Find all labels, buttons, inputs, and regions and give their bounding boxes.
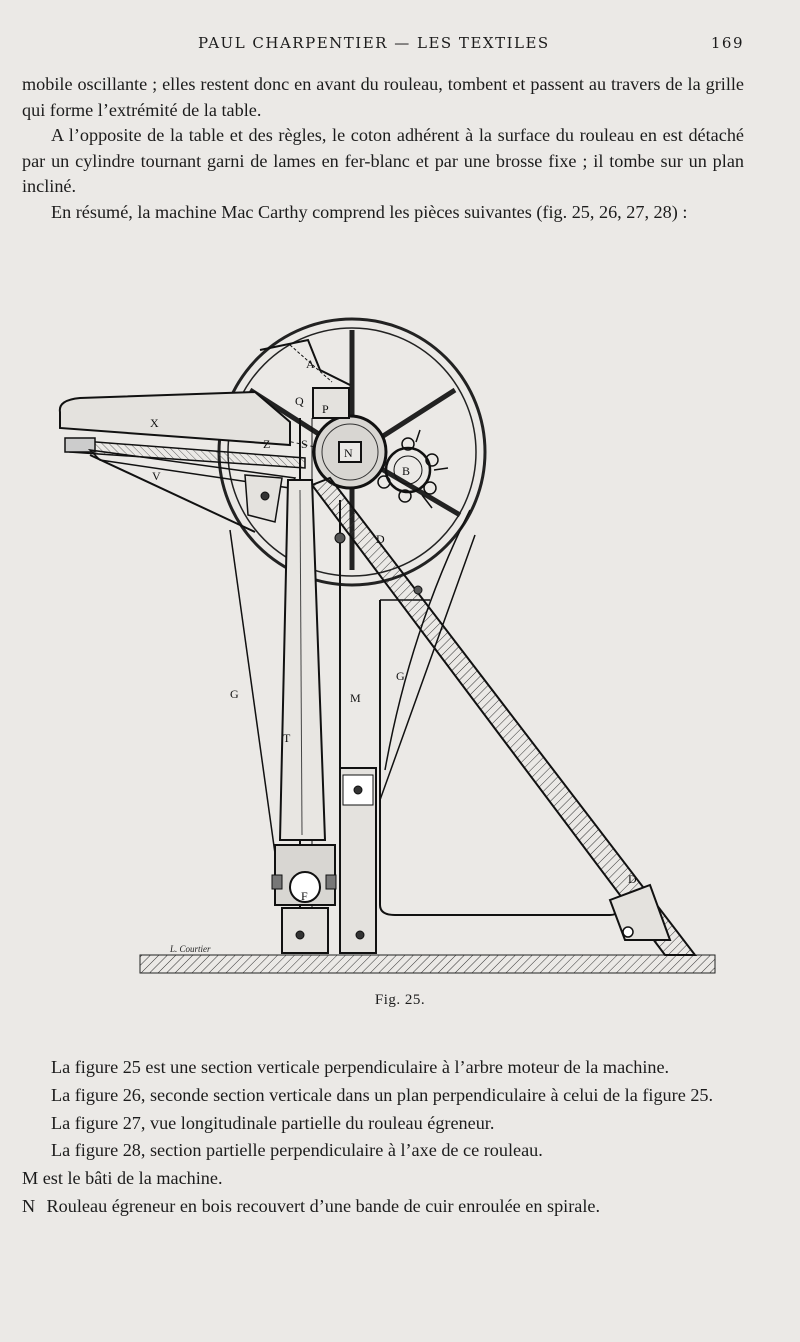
label-t: T <box>283 731 291 745</box>
bottom-text-block <box>22 1055 744 1222</box>
label-z: Z <box>263 437 271 451</box>
paragraph: A l’opposite de la table et des règles, le coton adhérent à la surface du rouleau en est détaché par un cylindre tournant garni de lames en fer-blanc et par une brosse fixe ; il tombe sur un plan incliné. <box>22 125 744 197</box>
paragraph: En résumé, la machine Mac Carthy comprend les pièces suivantes (fig. 25, 26, 27, 28) : <box>51 201 688 222</box>
legend-letter: N <box>22 1195 36 1216</box>
label-d-lower: D <box>628 872 637 886</box>
stripper-cylinder-b <box>378 430 448 508</box>
label-g-left: G <box>230 687 239 701</box>
paragraph: mobile oscillante ; elles restent donc en avant du rouleau, tombent et passent au travers de la grille qui forme l’extrémité de la table. <box>22 74 744 120</box>
top-text-block <box>22 72 744 226</box>
lever-t <box>280 480 325 840</box>
label-x: X <box>150 416 159 430</box>
paragraph: La figure 28, section partielle perpendiculaire à l’axe de ce rouleau. <box>51 1140 543 1161</box>
legend-item <box>22 1194 744 1220</box>
legend-text: est le bâti de la machine. <box>42 1168 223 1189</box>
paragraph: La figure 25 est une section verticale perpendiculaire à l’arbre moteur de la machine. <box>51 1057 670 1077</box>
label-p: P <box>322 402 329 416</box>
figure-25-drawing <box>50 300 730 990</box>
paragraph: La figure 26, seconde section verticale dans un plan perpendiculaire à celui de la figure 25. <box>51 1084 714 1105</box>
label-g-right: G <box>396 669 405 683</box>
label-f: F <box>301 889 308 903</box>
paragraph: La figure 27, vue longitudinale partielle du rouleau égreneur. <box>51 1112 495 1133</box>
legend-text: Rouleau égreneur en bois recouvert d’une bande de cuir enroulée en spirale. <box>46 1195 601 1216</box>
label-d-upper: D <box>376 532 385 546</box>
engraver-signature: L. Courtier <box>170 944 211 954</box>
label-a: A <box>306 357 315 371</box>
page-number: 169 <box>710 34 744 52</box>
figure-caption: Fig. 25. <box>374 992 426 1008</box>
ground-hatch <box>140 955 715 973</box>
legend-letter: M <box>22 1168 39 1189</box>
label-n: N <box>344 446 353 460</box>
label-b: B <box>402 464 411 478</box>
legend-item <box>22 1166 744 1192</box>
label-m: M <box>350 691 361 705</box>
feed-table <box>60 392 305 532</box>
label-q: Q <box>295 394 304 408</box>
running-title: PAUL CHARPENTIER — LES TEXTILES <box>198 34 550 52</box>
label-v: V <box>152 469 161 483</box>
label-s: S <box>301 437 308 451</box>
